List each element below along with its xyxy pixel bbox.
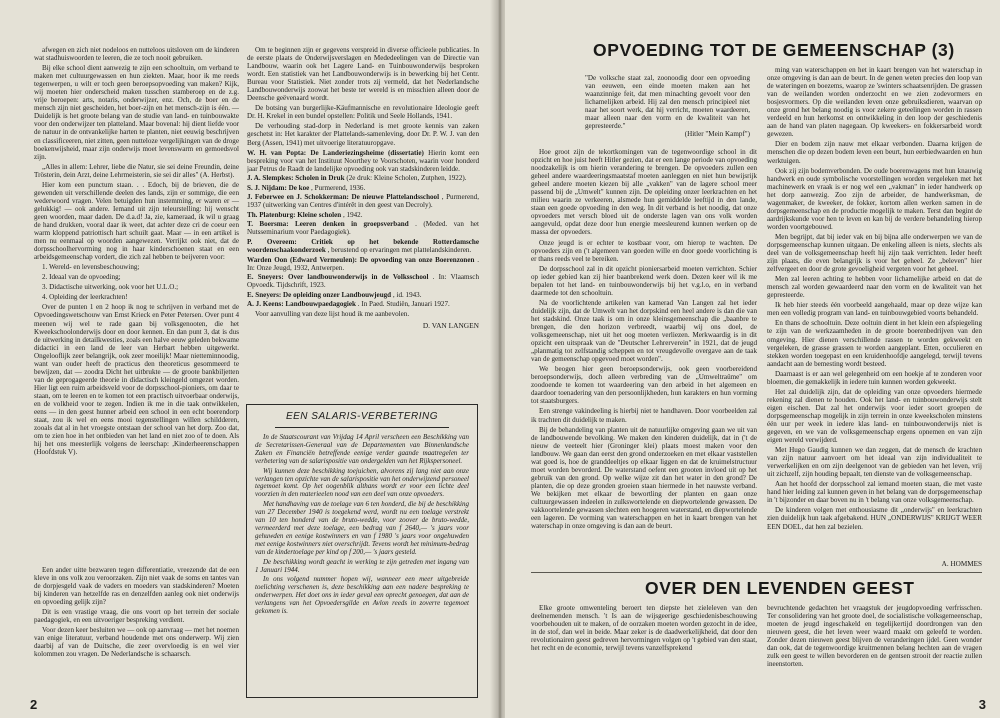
- body-paragraph: ming van waterschappen en het in kaart brengen van het waterschap in onze omgeving is dan aan de beurt. In de genen weten precies den loop van de wateringen en boezems, waarop ze 'swinters schaatsenrijden. De grassen van de weilanden worden onderzocht en we zien zodevormers en bosjesvormers. Op die weilanden leven onze gebruiksdieren, waarvan op onze grond het belang noodig is voor zekere geteelingen worden in rassen verdeeld en hun herkomst en ontwikkeling in den loop der geschiedenis aan de hand van platen nagegaan. Op kweekers- en fokkersarbeid wordt gewezen.: [767, 66, 982, 139]
- bibliography-details: . (Meded. van het Nutsseminarium voor Paedagogiek).: [247, 220, 479, 237]
- salary-notice-box: [246, 404, 478, 698]
- bibliography-title: E. Sneyers: De opleiding onzer Landbouwjeugd: [247, 290, 392, 299]
- bibliography-details: . In: Vlaamsch Opvoedk. Tijdschrift, 1923.: [247, 273, 479, 290]
- page-number-left: 2: [30, 697, 38, 712]
- author-signature: D. VAN LANGEN: [422, 320, 479, 330]
- bibliography-title: Warden Oon (Edward Vermeulen): De opvoeding van onze Boerenzonen: [247, 255, 475, 264]
- bibliography-list: [247, 149, 479, 309]
- body-paragraph: Met Hugo Gaudig kunnen we dan zeggen, dat de mensch de krachten van zijn natuur aanvoert om het ideaal van zijn individualiteit te verwerkelijken en om zijn deelgenoot van de gebieden van het leven, vrij uit zichzelf, zijn houding bepaalt, ten dienste van de volksgemeenschap.: [767, 446, 982, 479]
- bibliography-details: , id. 1943.: [392, 290, 422, 299]
- left-column-1: [34, 46, 239, 566]
- right-column-2: [767, 66, 982, 558]
- body-paragraph: Dier en bodem zijn nauw met elkaar verbonden. Daarna krijgen de menschen die op dezen bodem leven een beurt, hun eerbiedwaarden en hun werktuigen.: [767, 140, 982, 165]
- body-paragraph: 2. Ideaal van de opvoeding;: [42, 273, 121, 282]
- body-paragraph: Na de voorlichtende artikelen van kamerad Van Langen zal het ieder duidelijk zijn, dat de Umwelt van het dorpskind een heel andere is dan die van het stadskind. Onze taak is om in onze kleinsgemeenschap die „baanbre te brengen, die den horizon verbreedt, waarbij wij ons doel, de volksgemeenschap, niet uit het oog moeten verliezen. Merkwaardig is in dit opzicht een uitspraak van de "Deutscher Lehrerverein" in 1921, dat de jeugd „planmatig tot zelfstandig scheppen en tot vreugdevolle overgave aan de taak van de gemeenschap opgevoed moet worden".: [531, 298, 757, 364]
- salary-paragraph: In ons volgend nummer hopen wij, wanneer een meer uitgebreide toelichting verschenen is, deze beschikking aan een nadere bespreking te onderwerpen. Het doet ons in ieder geval een oprecht genoegen, dat aan de verlangens van het Opvoedersgilde en Avlon reeds in zoverre tegemoet gekomen is.: [255, 575, 469, 616]
- intro-paragraph-3: De verhouding stad-dorp in Nederland is met groote kennis van zaken geschetst in: Het karakter der Plattelands-samenleving, door Dr. P. W. J. van den Berg (Assen, 1941) met uitvoerige literatuuropgave.: [247, 122, 479, 147]
- article-title-geest: OVER DEN LEVENDEN GEEST: [645, 578, 915, 598]
- body-paragraph: Hoe groot zijn de tekortkomingen van de tegenwoordige school in dit opzicht en hoe juist heeft Hitler gezien, dat er een lange periode van opvoeding noodzakelijk is om hierin verandering te brengen. De opvoeders zullen een geheel andere waardeeringsmaatstaf moeten aanleggen en niet hun bewijsrijk geheel andere moeten kiezen bij alle „vakken" van de lagere school meer passend bij de „Umwelt" kunnen zijn. De opleiding onzer leerkrachten en het milieu waarin ze verkeeren, alsmede hun gemiddelde leeftijd in den lande, staan een goede opvoeding in den weg. In dit verband is het noodig, dat onze opvoeders met versch bloed uit de onderste lagen van ons volk worden aangevuld, opdat deze door hun energie meesleurend kunnen werken op de massa der opvoeders.: [531, 148, 757, 237]
- salary-notice-body: [255, 434, 469, 616]
- title-underline: [275, 427, 449, 428]
- bibliography-entry: [247, 211, 479, 219]
- bibliography-entry: [247, 149, 479, 173]
- hitler-quote: [585, 74, 750, 138]
- body-paragraph: Ook zij zijn bodemverbonden. De oude boerenwagens met hun knauwig handwerk en oude symbolische voorstellingen worden vergeleken met het machinewerk en vraak is er nog wel een „vakman" in ieder handwerk op het dorp aanwezig. Zoo zijn de arbeider, de handwerksman, de wagenmaker, de kweeker, de fokker, kortom allen werken samen in de dorpsgemeenschap en de productie mogelijk te maken. Terst dan begint de aardrijkskunde voor hen te leven en kan bij de verdere behandeling hierop worden voortgebouwd.: [767, 166, 982, 231]
- geest-column-1: [531, 604, 757, 700]
- intro-paragraph-2: De botsing van burgerlijke-Käufmannische en revolutionaire Ideologie geeft Dr. H. Krekel in een bundel opstellen: Politik und Seele Hollands, 1941.: [247, 104, 479, 121]
- bibliography-entry: [247, 291, 479, 299]
- body-paragraph: Voor dezen keer besluiten we — ook op aanvraag — met het noemen van enige literatuur, verband houdende met ons onderwerp. Wij zien daarbij af van de Duitsche, die zeer overvloedig is en wel vier kolommen zou vragen. De Nederlandsche is schaarsch.: [34, 626, 239, 659]
- quote-text: "De volksche staat zal, zoonoodig door een opvoeding van eeuwen, een einde moeten maken aan het waanzinnige feit, dat men minachting gevoelt voor den lichamelijken arbeid. Hij zal den mensch principieel niet naar het soort werk, dat hij verricht, moeten waardeeren, maar alleen naar den vorm en de kwaliteit van het gepresteerde.": [585, 74, 750, 131]
- bibliography-title: W. H. van Popta: De Landeriezingsheime (dissertatie): [247, 148, 424, 157]
- bibliography-details: , 1942.: [342, 210, 363, 219]
- bibliography-details: . In: Onze Jeugd, 1932, Antwerpen.: [247, 255, 479, 272]
- bibliography-entry: [247, 184, 479, 192]
- bibliography-title: P. Overeem: Critiek op het bekende Rotterdamsche woordenschaakonderzoek: [247, 238, 479, 255]
- bibliography-entry: [247, 193, 479, 209]
- body-paragraph: Men zal leeren achting te hebben voor lichamelijke arbeid en dat de mensch zal worden gewaardeerd naar den vorm en de kwaliteit van het gepresteerde.: [767, 275, 982, 300]
- bibliography-details: (2e druk: Kleine Scholen, Zutphen, 1922).: [346, 174, 467, 183]
- body-paragraph: afwegen en zich niet nodeloos en nutteloos uitsloven om de kinderen wat stadhuiswoorden te leeren, die ze toch nooit gebruiken.: [34, 46, 239, 63]
- right-page: [505, 0, 1000, 718]
- bibliography-entry: [247, 273, 479, 289]
- bibliography-entry: [247, 174, 479, 182]
- bibliography-title: Th. Platenburg: Kleine scholen: [247, 210, 342, 219]
- bibliography-title: J. A. Slempkes: Scholen in Druk: [247, 174, 345, 183]
- left-page: [0, 0, 495, 718]
- geest-column-2: [767, 604, 982, 700]
- body-paragraph: Bij elke school dient aanwezig te zijn een schooltuin, om verband te maken met cultuurgewassen en hun ziekten. Maar, hoor ik me reeds tegenwerpen, u wilt er toch geen beroepsopvoeding van maken? Kijk, wij moeten hier onderscheid maken tusschen stamberoep en de z.g. vrije beroepen: arts, notaris, onderwijzer, enz. Och, de boer en de mensch zijn niet gescheiden, het boer-zijn en het mensch-zijn is één. — Duidelijk is het groote belang van de studie van land- en tuinbouwakte voor den onderwijzer ten platteland. Maar bovenal: hij dient liefde voor de natuur in de ontvankelijke harten te planten, niet eeuwig beschrijven en classificeeren, niet zitten, geen nutteloze vergelijkingen van de droge boekenwijsheid, maar zijn onderwijs moet levenswarm en gemoedsvol zijn.: [34, 64, 239, 161]
- body-paragraph: Bij de behandeling van planten uit de natuurlijke omgeving gaan we uit van de landbouwende bevolking. We maken den kinderen duidelijk, dat in ('t de nieuw de veeteelt hier (Groninger klei) plaats moest maken voor den landbouw. We gaan dan eerst den grond onderzoeken en met elkaar vaststellen wat goed is, hoe de granddeeltjes op elkaar liggen en dat de kruimelstructuur moet worden bevorderd. De waterstand oefent een grooten invloed uit op het gebruik van den grond. Op welke wijze zit dan het water in den grond? De planten, die op deze gronden groeien staan hiermede in het nauwste verband. We bekijken met elkaar de bewortling der planten en gaan onze cultuurgewassen indeelen in zulkswortelende en diepwortelende gewassen. De vakkoortelende gewassen slechten een hoogeren waterstand, en diepwortelende een lageren. De vorming van waterschappen en het in kaart brengen van het waterschap in onze omgeving is dan aan de beurt.: [531, 425, 757, 531]
- page-number-right: 3: [978, 697, 986, 712]
- body-paragraph: Onze jeugd is er echter te kostbaar voor, om hierop te wachten. De opvoeders zijn en ('t algemeen van goeden wille en door goede voorlichting is er thans reeds veel te bereiken.: [531, 238, 757, 263]
- body-paragraph: Men begrijpt, dat bij ieder vak en bij bijna alle onderwerpen we van de dorpsgemeenschap kunnen uitgaan. De enkeling alleen is niets, slechts als deel van de volksgemeenschap heeft hij zijn taak verrichten. Ieder heeft zijn plaats, die even belangrijk is voor het geheel. Ze „beleven" hier zelfvergeet en door de grote gevoeligheid vergeten voor het geheel.: [767, 232, 982, 274]
- body-paragraph: Over de punten 1 en 2 hoop ik nog te schrijven in verband met de Opvoedingswetschouw van Ernst Krieck en Peter Petersen. Over punt 4 meenen wij wel te rade gaan bij volksgenooten, die het Kweekschoolonderwijs door en door kennen. En dan punt 3, dat is dus de uitwerking in detailkwesties, zoals een halve eeuw geleden bekwame didactici in een land de leer van Herbart hebben uitgewerkt. Ongelooflijk zeer belangrijk, ook zeer moeilijk! Maar nietteminnoodig, want van ouder heeft de practicus den theoreticus gesommeerd te bewijzen, dat — zoodra Dicht het uitbrukte — de groote bankbiljetten van de geprogageerde theorie in didactisch kleingeld omgezet worden. Hier ligt een ruim arbeidsveld voor de dorpsschool-pioniers, om daar te staan, om te leeren en te komen tot een practisch uitvoerbaar onderwijs, en de volkheid voor te zegen. Indien ik me in die taak ontwikkelen, eens — in den geest hunner arbeid een school in een echt boerendorp staat, zou ik wel en eens mooi tegenstellingen willen schildderen, zooals dat al in het vroegste ontstaan der school van het dorp. Zoo dat, om te zien hoe in het ontbieden van het land en niet zoo of te doen. Als hij het ons meesterlijk volgens de leerschap: ,Kinderheerenschappen (Hoofdstuk V).: [34, 303, 239, 457]
- closing-text: Voor aanvulling van deze lijst houd ik me aanbevolen.: [255, 309, 410, 318]
- body-paragraph: 4. Opleiding der leerkrachten!: [42, 293, 128, 302]
- body-paragraph: Aan het hoofd der dorpsschool zal iemand moeten staan, die met vaste hand hier leiding zal kunnen geven in het belang van de dorpsgemeenschap in 't bijzonder en daar boven nu in 't belang van onze volksgemeenschap.: [767, 480, 982, 505]
- article-title-opvoeding: OPVOEDING TOT DE GEMEENSCHAP (3): [593, 40, 955, 60]
- quote-source: (Hitler "Mein Kampf"): [684, 130, 750, 139]
- body-paragraph: „Alles in allem: Lehrer, liebe die Natur, sie sei deine Freundin, deine Trösterin, dein Arzt, deine Lehrmeisterin, sie sei dir alles" (A. Herbst).: [34, 162, 239, 179]
- section-divider: [531, 572, 982, 573]
- bibliography-entry: [247, 300, 479, 308]
- right-column-1: [531, 148, 757, 566]
- left-column-2: [247, 46, 479, 392]
- bibliography-entry: [247, 220, 479, 236]
- bibliography-details: , Purmerend, 1937 (uitwerking van Centres d'intérêt in den geest van Decroly).: [247, 193, 479, 210]
- geest-paragraph-1: Elke groote omwenteling beroert ten diepste het zieleleven van den deelnemenden mensch. 't Is aan de wijsgeerige geschiedenisbeschouwing voorbehouden uit te maken, of de oorzaken moeten worden gezocht in de idee, in de stof, dan wel in beide. Maar zeker is de daadwerkelijkheid, dat door den revolutionairen geest gedreven hervormingen volgen op 't gebied van den staat, het recht en de economie, terwijl tevens vanzelfsprekend: [531, 604, 757, 653]
- body-paragraph: 3. Didactische uitwerking, ook voor het U.L.O.;: [42, 283, 179, 292]
- bibliography-details: . In Paed. Studiën, Januari 1927.: [357, 300, 450, 309]
- bibliography-details: , berustend op ervaringen met plattelandskinderen.: [327, 246, 472, 255]
- salary-paragraph: In de Staatscourant van Vrijdag 14 April verscheen een Beschikking van de Secretarissen-Generaal van de Departementen van Binnenlandsche Zaken en Financiën betreffende eenige verder gaande maatregelen ter verbetering van de salarispositie van ondergelden van het Rijkspersoneel.: [255, 433, 469, 465]
- bibliography-title: E. Sneyers: Over landbouwonderwijs in de Volksschool: [247, 273, 429, 282]
- body-paragraph: Ik heb hier steeds één voorbeeld aangehaald, maar op deze wijze kan men een volledig program van land- en tuinbouwgebied voorts behandeld.: [767, 301, 982, 318]
- bibliography-details: Hierin komt een bespreking voor van het Instituut Noorthey te Voorschoten, waarin voor honderd jaar Petrus de Raadt de landelijke opvoeding ook van stadskinderen leidde.: [247, 148, 479, 173]
- bibliography-entry: [247, 256, 479, 272]
- body-paragraph: Hier kom een punctum staan. . . Edoch, bij de brieven, die de gewenden uit verschillende deelen des lands, zijn er sommige, die een wederwoord vragen. Velen betuigden hun instemming, er waren er — gelukkig! — ook andere. Iemand uit zijn teleurstelling: hij wenscht geen woorden, maar daden. De d.a.d! Ja, zie, kameraad, ik wil u graag de hand drukken, vooral daar ik weet, dat achter deze cri de coeur een warm kloppend patriottisch hart schuilt gaat. Maar — in een artikel is men nu eenmaal op woorden aangewezen. Verrijkt ook niet, dat de dorpsschoolhervorming nog in haar kinderschoenen staat en een arbeidsgemeenschap vordert, die zich zal hebben te beijveren voor:: [34, 180, 239, 262]
- salary-paragraph: Met handhaving van de toelage van 6 ten honderd, die bij de beschikking van 27 December 1940 is toegekend werd, wordt nu een toelage verstrekt van 10 ten honderd van de bruto-wedde, voor zoover de bruto-wedde, vermeerderd met deze toelage, een bedrag van f 2640,— 's jaars voor gehuwden en eenige kostwinners en van f 1980 's jaars voor ongehuwden met eenige kostwinners niet overschrijdt. Tevens wordt het minimum-bedrag van de kindertoelage per kind op f 200,— 's jaars gesteld.: [255, 500, 469, 556]
- left-column-1-bottom: [34, 566, 239, 692]
- bibliography-details: , Purmerend, 1936.: [311, 183, 366, 192]
- body-paragraph: De kinderen volgen met enthousiasme dit „onderwijs" en leerkrachten zien duidelijk hun taak afgebakend. HUN „ONDERWIJS" KRIJGT WEER EEN DOEL, dat hen zal bezielen.: [767, 506, 982, 531]
- salary-paragraph: Wij kunnen deze beschikking toejuichen, alvorens zij lang niet aan onze verlangen ten opzichte van de salarispositie van het onderwijzend personeel tegemoet komt. Op het oogenblik althans wordt er voor een lichte deel voorzien in den materieelen nood van een deel van onze opvoeders.: [255, 466, 469, 499]
- body-paragraph: Daarnaast is er aan wel gelegenheid om een hoekje af te zonderen voor bloemen, die gemakkelijk in iedere tuin kunnen worden gekweekt.: [767, 369, 982, 386]
- body-paragraph: Een strenge vakindeeling is hierbij niet te handhaven. Door voorbeelden zal ik trachten dit duidelijk te maken.: [531, 407, 757, 424]
- body-paragraph: Het zal duidelijk zijn, dat de opleiding van onze opvoeders hiermede rekening zal dienen te houden. Ook het land- en tuinbouwonderwijs stelt eigen eischen. Dat zal het onderwijs voor ieder soort groepen de dorpsgemeenschap mogelijk in zijn terrein in onze kweekscholen minstens één uur per week in iedere klas land- en tuinbouwonderwijs niet is gegeven, en we van de volksgemeenschap ergens opnemen en van zijn eigen wereld verwijderd.: [767, 387, 982, 445]
- body-paragraph: En thans de schooltuin. Deze ooltuin dient in het klein een afspiegeling te zijn van de werkzaamheden in de groote boerenbedrijven van den omgeving. Hier dienen verschillende rassen te worden gekweekt en vergeleken, de grasse grassen te worden aangeplant. Etten, occulieren en stekken worden toegepast en een kruidenhoofdje aangelegd, terwijl tevens aandacht aan de bemesting wordt besteed.: [767, 319, 982, 368]
- body-paragraph: 1. Wereld- en levensbeschouwing;: [42, 263, 140, 272]
- bibliography-title: S. J. Nijdam: De koe: [247, 183, 310, 192]
- geest-paragraph-2: bevruchtende gedachten het vraagstuk der jeugdopvoeding verfrisschen. Ter consolidering van het groote doel, de socialistische volksgemeenschap, moeten de jeugd ingeschakeld en tegelijkertijd doordrongen van den nieuwen geest, die het leven weer waard maakt om geleefd te worden. Zonder dezen nieuwen geest blijven de veranderingen ijdel. Geen wonder dan ook, dat de tegenwoordige kruitmennen belang hechten aan de vragen zulk een geest te willen bevorderen en de gentsen strooit der reactie zullen ineenstorten.: [767, 604, 982, 669]
- bibliography-title: T. Boersma: Leeren denken in groepsverband: [247, 220, 409, 229]
- author-signature-hommes: A. HOMMES: [941, 560, 982, 568]
- body-paragraph: We beogen hier geen beroepsonderwijs, ook geen voorbereidend beroepsonderwijs, doch alleen verbreding van de „Umweltraüme" om zoodoende te komen tot waardeering van den arbeid in het algemeen en daardoor toenadering van den persoonlijkheden, hun karakters en hun vorming tot staatsburgers.: [531, 365, 757, 406]
- body-paragraph: Dit is een vrastige vraag, die ons voort op het terrein der sociale paedagogiek, en een uitvoeriger bespreking verdient.: [34, 608, 239, 625]
- body-paragraph: De dorpsschool zal in dit opzicht pioniersarbeid moeten verrichten. Schier op ieder gebied kan zij hier baanbrekend werk doen. Dezen keer wil ik me bepalen tot het land- en tuinbouwonderwijs bij het v.g.l.o, en in verband daarmede tot den schooltuin.: [531, 264, 757, 297]
- bibliography-title: J. Feberwee en J. Schokkerman: De nieuwe Plattelandsschool: [247, 193, 440, 202]
- intro-paragraph: Om te beginnen zijn er gegevens verspreid in diverse officieele publicaties. In de eerste plaats de Onderwijsverslagen en Mededeelingen van de Directie van Landbouw, waarin ook het Lagere Land- en Tuinbouwonderwijs besproken wordt. Een statistiek van het Landbouwonderwijs is in bewerking bij het Centr. Bureau voor Statistiek. Niet zonder trots zij vermeld, dat het Nederlandsche Landbouwonderwijs zoowat het beste ter wereld is en misschien alleen door de Deensche geëvenaard wordt.: [247, 46, 479, 103]
- bibliography-title: A. J. Keens: Landbouwpaedagogiek: [247, 300, 356, 309]
- body-paragraph: Een ander uitte bezwaren tegen differentiatie, vreezende dat de een kleve in ons volk zou veroorzaken. Zijn niet vaak de soms en tantes van de dorpjesgeld vaak de vaders en moeders van stadskinderen? Moeten bij kinderen van hetzelfde ras en denzelfden aanleg ook niet onderwijs en opvoeding gelijk zijn?: [34, 566, 239, 607]
- salary-paragraph: De beschikking wordt geacht in werking te zijn getreden met ingang van 1 Januari 1944.: [255, 557, 469, 574]
- bibliography-entry: [247, 238, 479, 254]
- salary-notice-title: EEN SALARIS-VERBETERING: [285, 411, 439, 422]
